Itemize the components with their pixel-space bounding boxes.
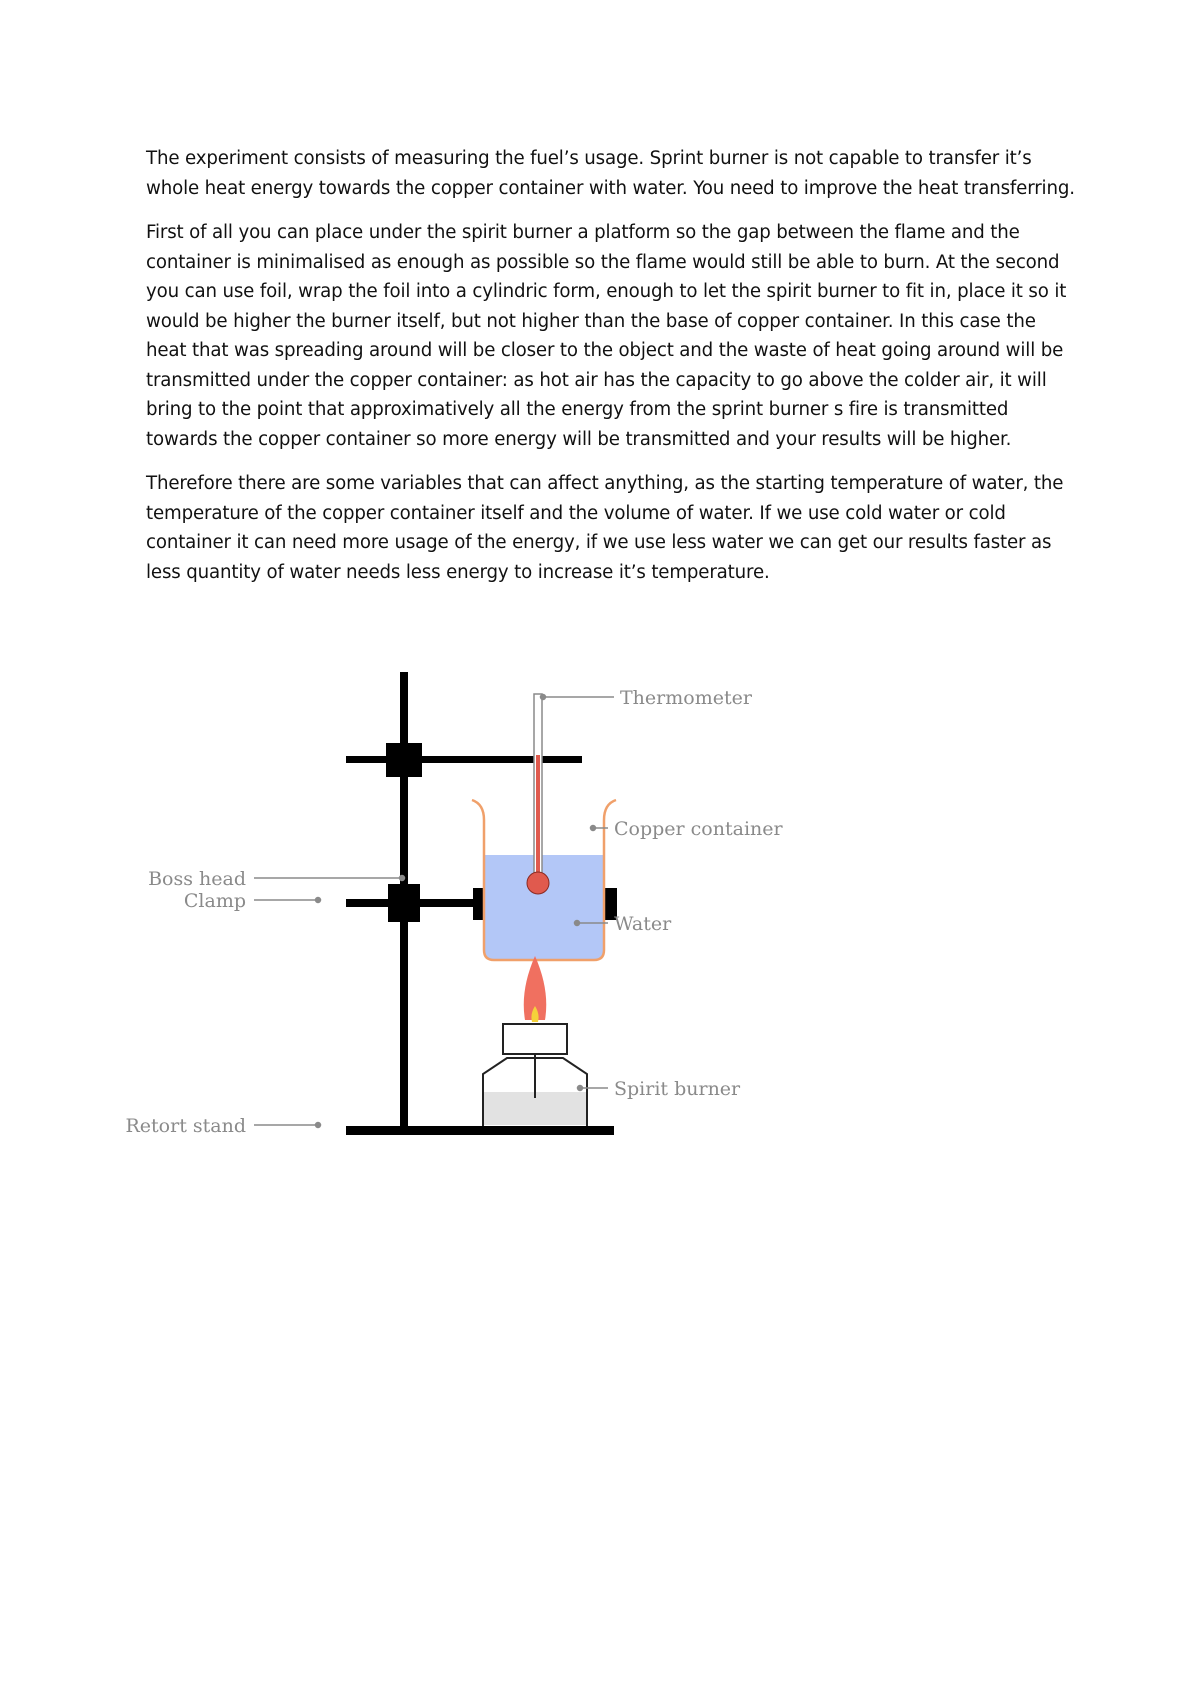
paragraph: First of all you can place under the spirit burner a platform so the gap between the flame and the container is minimalised as enough as possible so the flame would still be able to burn. At the second you can use foil, wrap the foil into a cylindric form, enough to let the spirit burner to fit in, place it so it would be higher the burner itself, but not higher than the base of copper container. In this case the heat that was spreading around will be closer to the object and the waste of heat going around will be transmitted under the copper container: as hot air has the capacity to go above the colder air, it will bring to the point that approximatively all the energy from the sprint burner s fire is transmitted towards the copper container so more energy will be transmitted and your results will be higher. [146,222,1067,450]
label-water: Water [614,913,672,935]
thermometer-liquid [536,755,540,873]
label-boss-head: Boss head [148,868,246,890]
thermometer-bulb [527,872,549,894]
apparatus-diagram [125,660,860,1180]
upper-arm [346,756,582,763]
water [484,855,604,960]
burner-cap [503,1024,567,1054]
spirit-burner [483,1024,587,1126]
stand-base [346,1126,614,1135]
body-text [146,144,1076,602]
paragraph: The experiment consists of measuring the fuel’s usage. Sprint burner is not capable to transfer it’s whole heat energy towards the copper container with water. You need to improve the heat transferring. [146,148,1075,199]
label-thermometer: Thermometer [620,687,752,709]
label-clamp: Clamp [183,890,246,912]
label-retort-stand: Retort stand [125,1115,246,1137]
boss-head [388,884,420,922]
label-copper-container: Copper container [614,818,783,840]
upper-boss-head [386,743,422,777]
label-spirit-burner: Spirit burner [614,1078,741,1100]
flame-icon [524,956,547,1022]
paragraph: Therefore there are some variables that can affect anything, as the starting temperature of water, the temperature of the copper container itself and the volume of water. If we use cold water or cold container it can need more usage of the energy, if we use less water we can get our results faster as less quantity of water needs less energy to increase it’s temperature. [146,473,1064,583]
